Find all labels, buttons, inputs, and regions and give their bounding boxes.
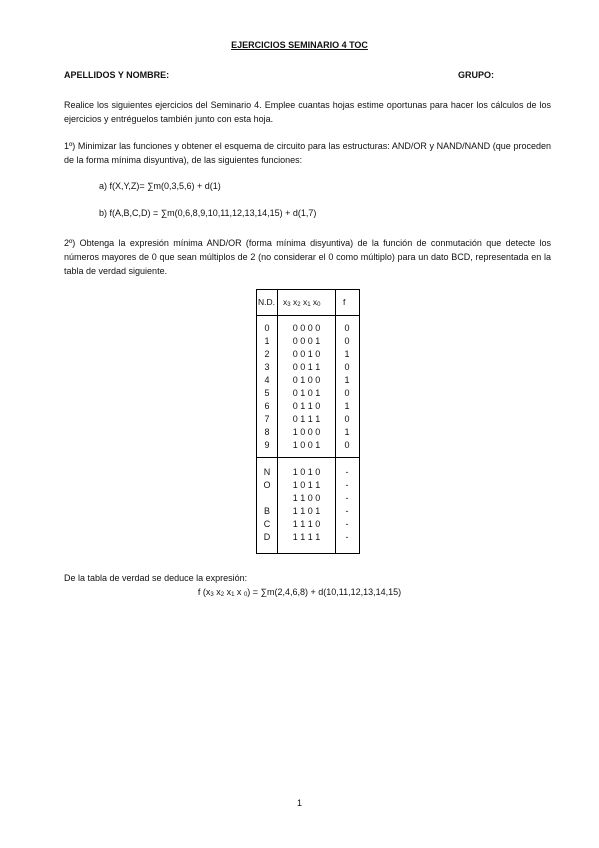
exercise1-text: 1º) Minimizar las funciones y obtener el esquema de circuito para las estructuras: AND/OR y NAND/NAND (que proceden de la forma mínima disyuntiva), de las siguientes funciones: bbox=[64, 141, 551, 165]
table-cell: 0 bbox=[344, 336, 350, 346]
table-cell: 1 0 1 0 bbox=[292, 467, 321, 477]
table-cell: 9 bbox=[264, 440, 270, 450]
group-label: GRUPO: bbox=[458, 70, 494, 80]
table-cell: 5 bbox=[264, 388, 270, 398]
table-cell: - bbox=[345, 532, 349, 542]
table-cell: O bbox=[263, 480, 271, 490]
table-cell: 4 bbox=[264, 375, 270, 385]
table-cell: 1 0 1 1 bbox=[292, 480, 321, 490]
table-cell: 0 bbox=[344, 362, 350, 372]
table-cell: 0 0 0 1 bbox=[292, 336, 321, 346]
exercise2-text: 2º) Obtenga la expresión mínima AND/OR (forma mínima disyuntiva) de la función de conmutación que detecte los números mayores de 0 que sean múltiplos de 2 (no considerar el 0 como múltiplo) para un dato BCD, representada en la tabla de verdad siguiente. bbox=[64, 238, 551, 276]
exercise1-a: a) f(X,Y,Z)= ∑m(0,3,5,6) + d(1) bbox=[99, 181, 221, 191]
page-number: 1 bbox=[296, 798, 302, 808]
table-cell: 1 1 1 1 bbox=[292, 532, 321, 542]
table-cell: 1 bbox=[344, 349, 350, 359]
table-cell: 0 bbox=[264, 323, 270, 333]
table-cell: 1 bbox=[264, 336, 270, 346]
conclusion-text: De la tabla de verdad se deduce la expresión: bbox=[64, 573, 248, 583]
table-cell: 1 0 0 0 bbox=[292, 427, 321, 437]
table-cell: 2 bbox=[264, 349, 270, 359]
table-cell: - bbox=[345, 480, 349, 490]
table-cell: D bbox=[263, 532, 271, 542]
valid-nd-column bbox=[257, 322, 277, 452]
table-cell: 7 bbox=[264, 414, 270, 424]
invalid-f-column bbox=[336, 466, 358, 544]
header-f: f bbox=[343, 297, 346, 307]
table-cell: 0 1 0 1 bbox=[292, 388, 321, 398]
page-title: EJERCICIOS SEMINARIO 4 TOC bbox=[231, 40, 368, 50]
table-cell: - bbox=[345, 506, 349, 516]
intro-paragraph: Realice los siguientes ejercicios del Seminario 4. Emplee cuantas hojas estime oportunas para hacer los cálculos de los ejercicios y entréguelos también junto con esta hoja. bbox=[64, 100, 551, 124]
table-cell: 1 bbox=[344, 401, 350, 411]
table-cell: B bbox=[263, 506, 270, 516]
table-cell: 3 bbox=[264, 362, 270, 372]
header-bits: $x_3$ $x_2$ $x_1$ $x_0$ bbox=[283, 297, 321, 308]
table-invalid-rule bbox=[257, 457, 359, 458]
table-cell: 1 0 0 1 bbox=[292, 440, 321, 450]
table-cell: 0 bbox=[344, 414, 350, 424]
table-cell: - bbox=[345, 467, 349, 477]
table-cell bbox=[257, 492, 277, 505]
table-cell: 1 1 0 1 bbox=[292, 506, 321, 516]
table-header-rule bbox=[257, 315, 359, 316]
table-cell: 0 bbox=[344, 323, 350, 333]
truth-table bbox=[256, 289, 360, 554]
table-cell: C bbox=[263, 519, 271, 529]
table-cell: 0 bbox=[344, 440, 350, 450]
table-cell: 0 1 1 1 bbox=[292, 414, 321, 424]
table-cell: 0 0 1 1 bbox=[292, 362, 321, 372]
table-cell: 1 bbox=[344, 375, 350, 385]
invalid-nd-column bbox=[257, 466, 277, 544]
header-nd: N.D. bbox=[258, 297, 275, 307]
table-cell: - bbox=[345, 493, 349, 503]
table-cell: 8 bbox=[264, 427, 270, 437]
table-cell: 1 1 0 0 bbox=[292, 493, 321, 503]
invalid-bits-column bbox=[278, 466, 335, 544]
table-cell: 1 bbox=[344, 427, 350, 437]
table-cell: - bbox=[345, 519, 349, 529]
table-cell: 0 1 0 0 bbox=[292, 375, 321, 385]
table-cell: 0 0 1 0 bbox=[292, 349, 321, 359]
table-cell: N bbox=[263, 467, 271, 477]
table-cell: 1 1 1 0 bbox=[292, 519, 321, 529]
table-cell: 6 bbox=[264, 401, 270, 411]
table-cell: 0 0 0 0 bbox=[292, 323, 321, 333]
table-cell: 0 1 1 0 bbox=[292, 401, 321, 411]
valid-f-column bbox=[336, 322, 358, 452]
table-cell: 0 bbox=[344, 388, 350, 398]
valid-bits-column bbox=[278, 322, 335, 452]
result-expression: f ($x_3$ $x_2$ $x_1$ x $_0$) = ∑m(2,4,6,8) + d(10,11,12,13,14,15) bbox=[197, 587, 402, 598]
name-label: APELLIDOS Y NOMBRE: bbox=[64, 70, 170, 80]
exercise1-b: b) f(A,B,C,D) = ∑m(0,6,8,9,10,11,12,13,14,15) + d(1,7) bbox=[99, 208, 317, 218]
